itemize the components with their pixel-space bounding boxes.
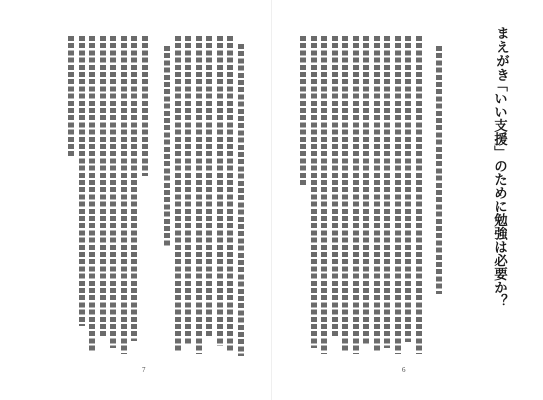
right-body-text	[300, 36, 450, 358]
right-page	[272, 0, 543, 400]
chapter-heading	[491, 26, 511, 82]
page-number-left: 7	[142, 366, 146, 374]
left-body-text	[68, 36, 238, 358]
chapter-label: まえがき	[493, 26, 509, 82]
page-number-right: 6	[402, 366, 406, 374]
left-page	[0, 0, 271, 400]
chapter-title: 「いい支援」のために勉強は必要か？	[491, 78, 507, 308]
